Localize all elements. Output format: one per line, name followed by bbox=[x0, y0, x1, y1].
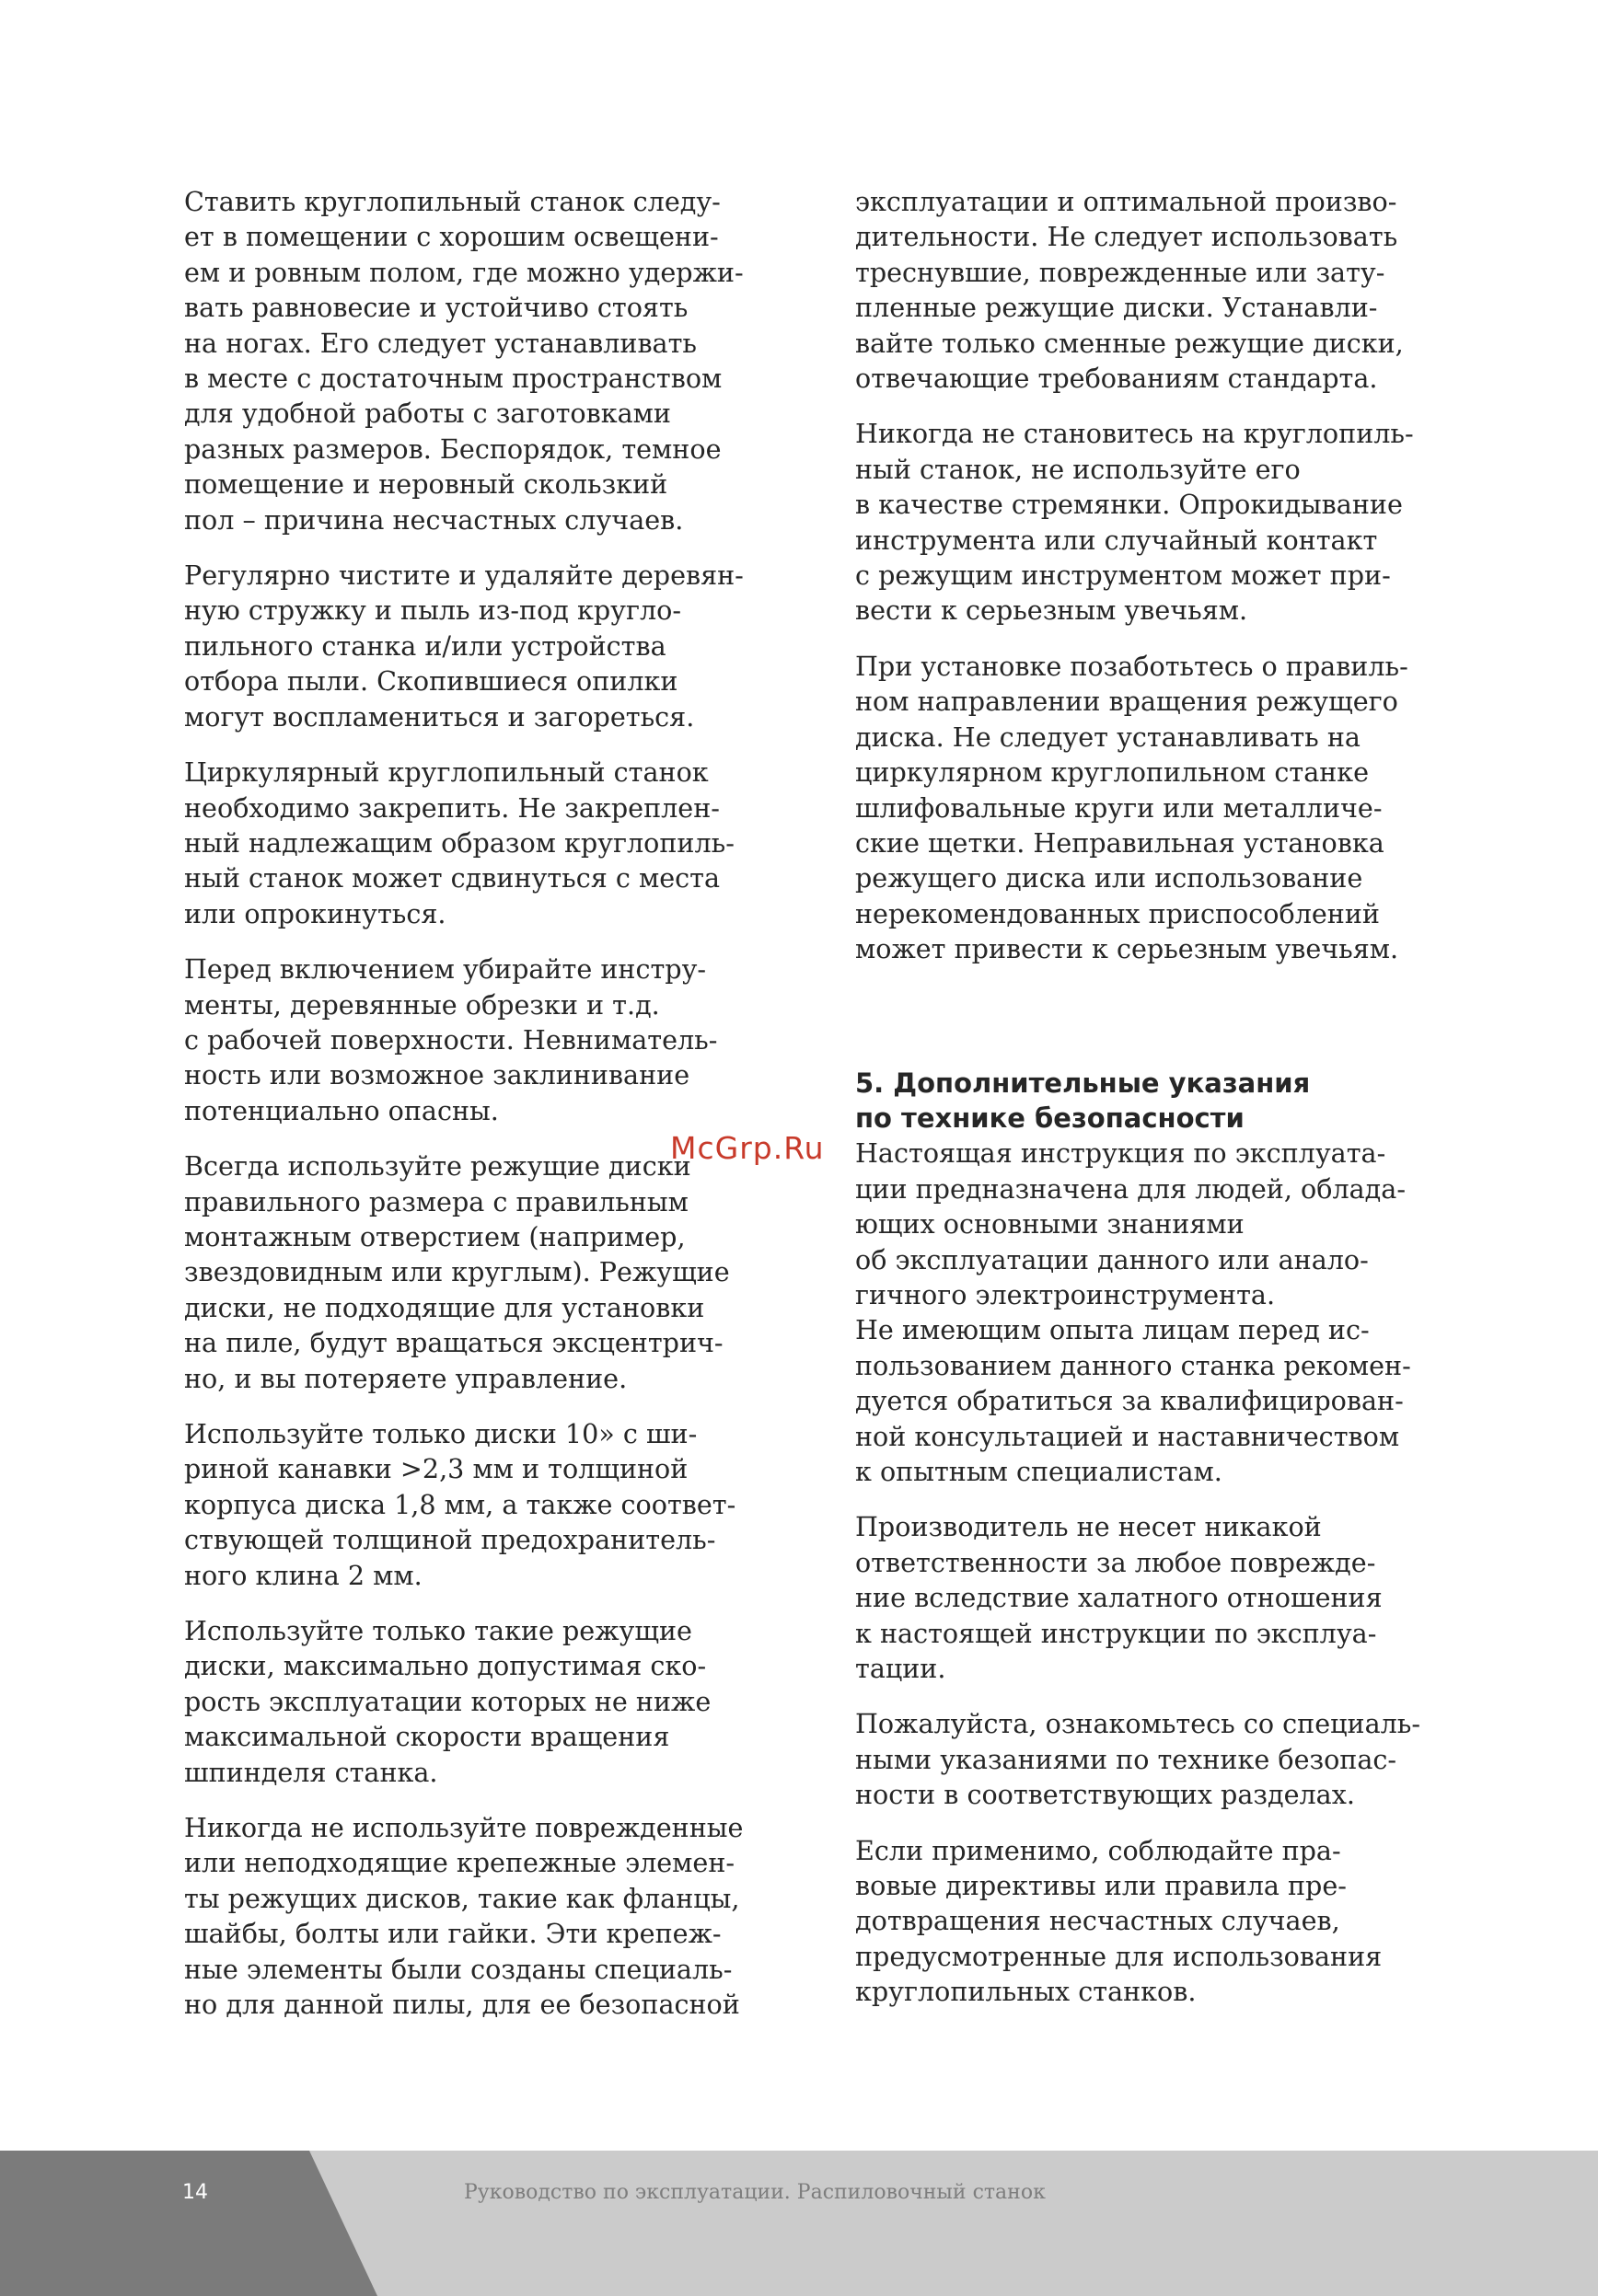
paragraph-intended-audience: Настоящая инструкция по эксплуата- ции предназначена для людей, облада- ющих основными знаниями об эксплуатации данного или анало- гичного электроинструмента. Не имеющим опыта лицам перед ис- пользованием данного станка рекомен- дуется обратиться за квалифицирован- ной консультацией и наставничеством к опытным специалистам. bbox=[855, 1137, 1411, 1487]
paragraph-no-standing: Никогда не становитесь на круглопиль- ный станок, не используйте его в качестве стремянки. Опрокидывание инструмента или случайный контакт с режущим инструментом может при- вести к серьезным увечьям. bbox=[855, 418, 1414, 627]
paragraph-disc-speed: Используйте только такие режущие диски, максимально допустимая ско- рость эксплуатации которых не ниже максимальной скорости вращения шпинделя станка. bbox=[184, 1615, 712, 1788]
footer-document-title: Руководство по эксплуатации. Распиловочный станок bbox=[464, 2181, 1046, 2204]
paragraph-rotation-direction: При установке позаботьтесь о правиль- ном направлении вращения режущего диска. Не следует устанавливать на циркулярном круглопильном станке шлифовальные круги или металличе- ские щетки. Неправильная установка режущего диска или использование нерекомендованных приспособлений может привести к серьезным увечьям. bbox=[855, 650, 1408, 965]
section-spacer bbox=[855, 987, 1481, 1066]
left-column bbox=[184, 184, 810, 2043]
paragraph-disc-spec: Используйте только диски 10» с ши- риной канавки >2,3 мм и толщиной корпуса диска 1,8 мм, а также соответ- ствующей толщиной предохранитель- ного клина 2 мм. bbox=[184, 1418, 736, 1591]
watermark: McGrp.Ru bbox=[670, 1130, 825, 1166]
right-column bbox=[855, 184, 1481, 2030]
paragraph-clear-surface: Перед включением убирайте инстру- менты, деревянные обрезки и т.д. с рабочей поверхности. Невниматель- ность или возможное заклинивание потенциально опасны. bbox=[184, 953, 718, 1126]
paragraph-liability: Производитель не несет никакой ответственности за любое поврежде- ние вследствие халатного отношения к настоящей инструкции по эксплуа- тации. bbox=[855, 1511, 1383, 1685]
paragraph-special-instructions: Пожалуйста, ознакомьтесь со специаль- ными указаниями по технике безопас- ности в соответствующих разделах. bbox=[855, 1708, 1421, 1811]
paragraph-fasteners-continued: эксплуатации и оптимальной произво- дительности. Не следует использовать треснувшие, поврежденные или зату- пленные режущие диски. Устанавли- вайте только сменные режущие диски, отвечающие требованиям стандарта. bbox=[855, 186, 1404, 395]
paragraph-legal-directives: Если применимо, соблюдайте пра- вовые директивы или правила пре- дотвращения несчастных случаев, предусмотренные для использования круглопильных станков. bbox=[855, 1834, 1383, 2008]
paragraph-fasteners: Никогда не используйте поврежденные или неподходящие крепежные элемен- ты режущих дисков, такие как фланцы, шайбы, болты или гайки. Эти крепеж- ные элементы были созданы специаль- но для данной пилы, для ее безопасной bbox=[184, 1812, 744, 2021]
page-number: 14 bbox=[182, 2181, 208, 2204]
section-heading: 5. Дополнительные указания по технике безопасности bbox=[855, 1067, 1311, 1134]
paragraph-workplace: Ставить круглопильный станок следу- ет в помещении с хорошим освещени- ем и ровным полом, где можно удержи- вать равновесие и устойчиво стоять на ногах. Его следует устанавливать в месте с достаточным пространством для удобной работы с заготовками разных размеров. Беспорядок, темное помещение и неровный скользкий пол – причина несчастных случаев. bbox=[184, 186, 744, 536]
paragraph-cleaning: Регулярно чистите и удаляйте деревян- ную стружку и пыль из-под кругло- пильного станка и/или устройства отбора пыли. Скопившиеся опилки могут воспламениться и загореться. bbox=[184, 560, 744, 733]
paragraph-disc-size: Всегда используйте режущие диски правильного размера с правильным монтажным отверстием (например, звездовидным или круглым). Режущие диски, не подходящие для установки на пиле, будут вращаться эксцентрич- но, и вы потеряете управление. bbox=[184, 1150, 730, 1394]
paragraph-fastening: Циркулярный круглопильный станок необходимо закрепить. Не закреплен- ный надлежащим образом круглопиль- ный станок может сдвинуться с места или опрокинуться. bbox=[184, 756, 735, 929]
